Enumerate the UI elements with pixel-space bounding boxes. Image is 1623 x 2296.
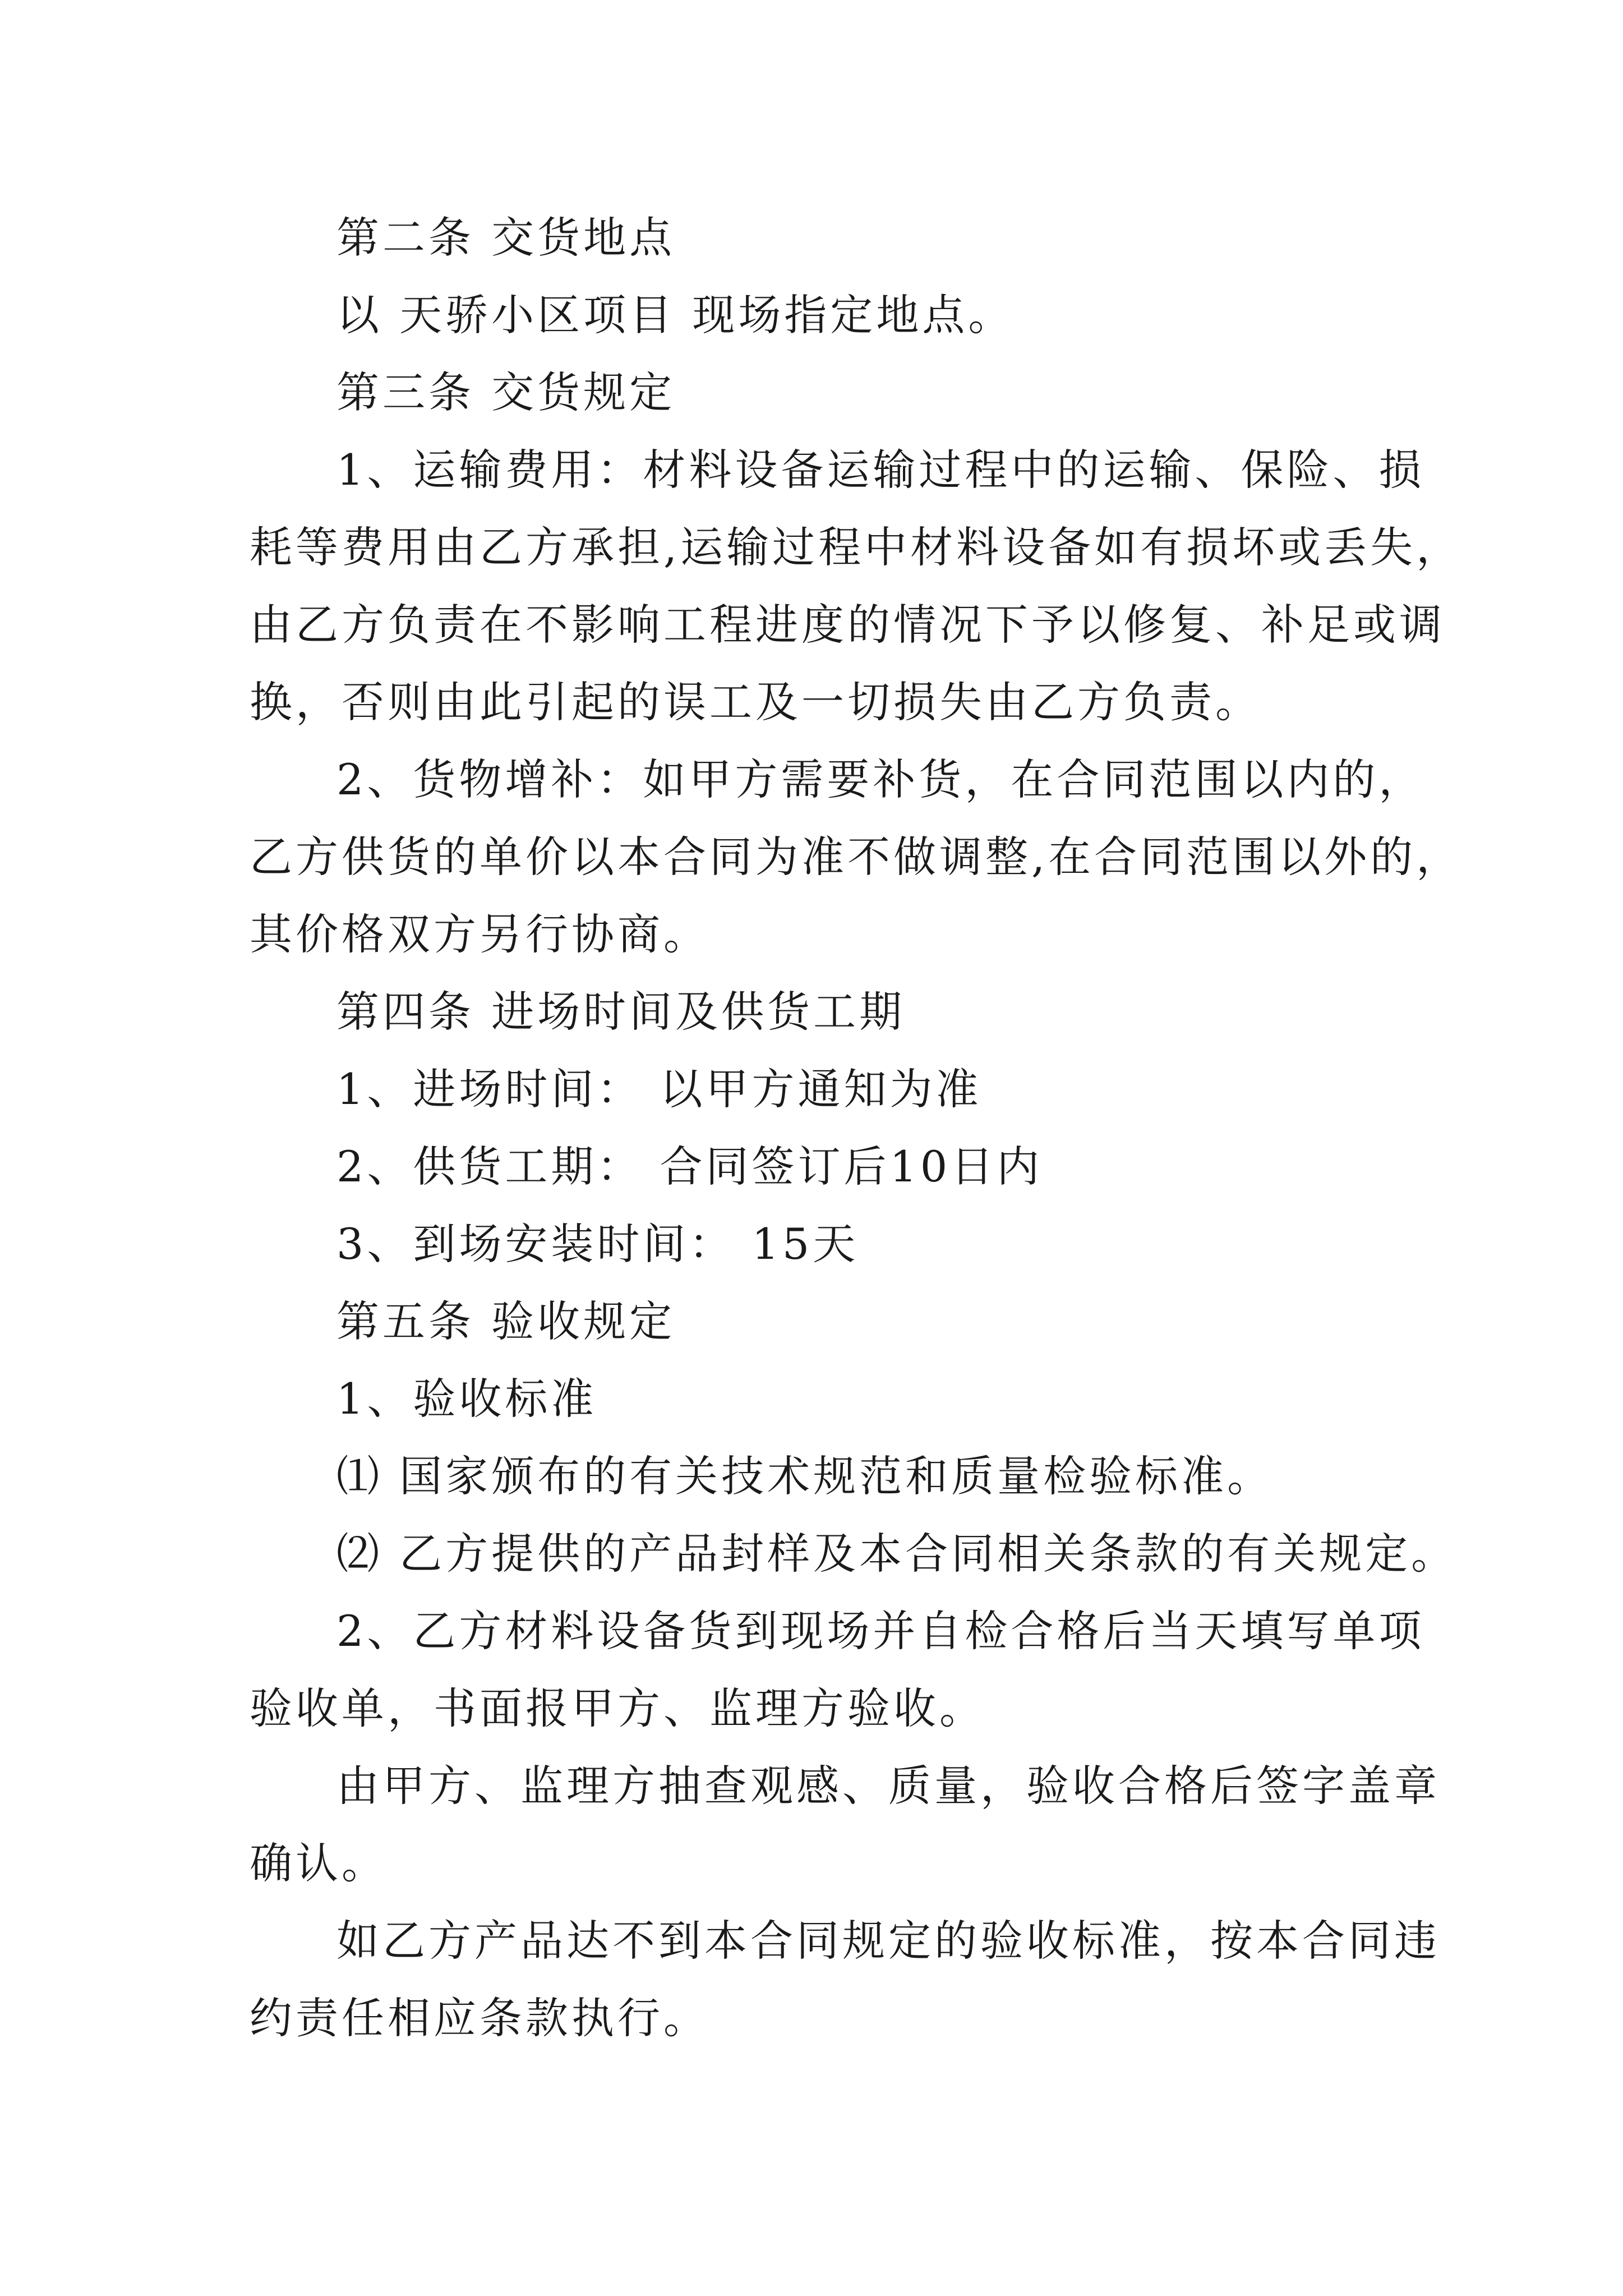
paragraph-line: 换，否则由此引起的误工及一切损失由乙方负责。: [250, 677, 1261, 727]
paragraph-line: 2、供货工期： 合同签订后10日内: [336, 1142, 1043, 1191]
paragraph-line: 2、货物增补：如甲方需要补货，在合同范围以内的，: [336, 754, 1425, 804]
paragraph-line: 耗等费用由乙方承担,运输过程中材料设备如有损坏或丢失，: [250, 522, 1463, 572]
clause-4-heading: 第四条 进场时间及供货工期: [336, 987, 906, 1037]
paragraph-line: 确认。: [250, 1838, 388, 1888]
clause-5-heading: 第五条 验收规定: [336, 1296, 676, 1346]
clause-2-heading: 第二条 交货地点: [336, 213, 676, 263]
clause-2-text: 以 天骄小区项目 现场指定地点。: [336, 290, 1015, 340]
paragraph-line: 1、运输费用：材料设备运输过程中的运输、保险、损: [336, 445, 1425, 495]
paragraph-line: 1、进场时间： 以甲方通知为准: [336, 1064, 982, 1114]
paragraph-line: 2、乙方材料设备货到现场并自检合格后当天填写单项: [336, 1606, 1425, 1656]
paragraph-line: ⑴ 国家颁布的有关技术规范和质量检验标准。: [336, 1451, 1274, 1501]
paragraph-line: ⑵ 乙方提供的产品封样及本合同相关条款的有关规定。: [336, 1529, 1458, 1579]
paragraph-line: 3、到场安装时间： 15天: [336, 1219, 859, 1269]
paragraph-line: 如乙方产品达不到本合同规定的验收标准，按本合同违: [336, 1916, 1440, 1966]
paragraph-line: 验收单，书面报甲方、监理方验收。: [250, 1683, 985, 1733]
paragraph-line: 其价格双方另行协商。: [250, 909, 709, 959]
paragraph-line: 乙方供货的单价以本合同为准不做调整,在合同范围以外的，: [250, 832, 1463, 882]
paragraph-line: 1、验收标准: [336, 1374, 597, 1424]
paragraph-line: 由乙方负责在不影响工程进度的情况下予以修复、补足或调: [250, 600, 1445, 650]
paragraph-line: 约责任相应条款执行。: [250, 1993, 709, 2043]
clause-3-heading: 第三条 交货规定: [336, 367, 676, 417]
document-body: [250, 199, 1463, 2057]
paragraph-line: 由甲方、监理方抽查观感、质量，验收合格后签字盖章: [336, 1761, 1440, 1811]
